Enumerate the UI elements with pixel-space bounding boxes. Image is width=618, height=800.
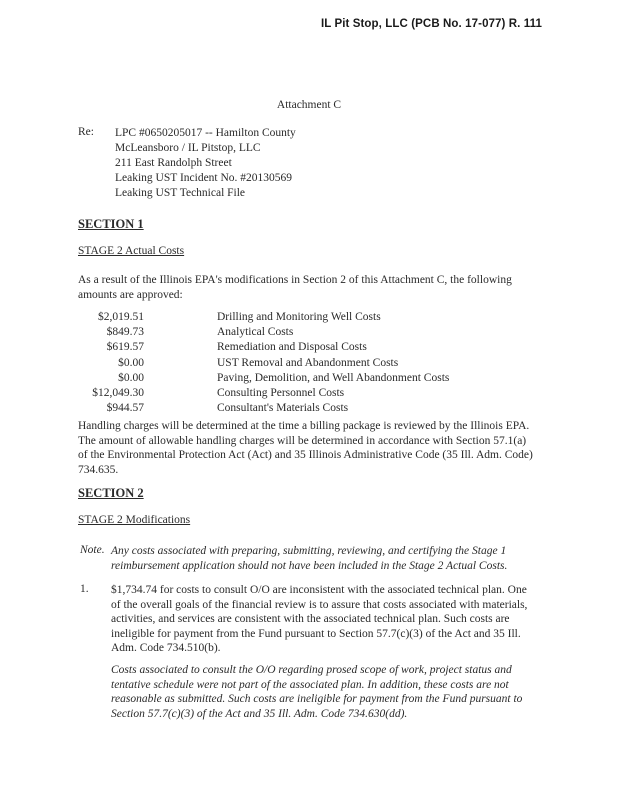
re-line: Leaking UST Technical File	[115, 187, 246, 199]
cost-amount: $12,049.30	[92, 386, 144, 399]
cost-description: Drilling and Monitoring Well Costs	[217, 311, 381, 323]
cost-description: Remediation and Disposal Costs	[217, 341, 367, 354]
re-address-block	[115, 126, 296, 201]
cost-description: UST Removal and Abandonment Costs	[217, 356, 399, 369]
cost-description: Consulting Personnel Costs	[217, 386, 345, 399]
re-line: Leaking UST Incident No. #20130569	[115, 172, 293, 184]
cost-amount: $0.00	[118, 356, 144, 369]
section-1-stage-heading: STAGE 2 Actual Costs	[78, 245, 185, 257]
section-1-heading: SECTION 1	[78, 217, 144, 231]
cost-amount: $619.57	[106, 341, 144, 354]
exhibit-stamp: IL Pit Stop, LLC (PCB No. 17-077) R. 111	[320, 18, 542, 30]
note-label: Note.	[80, 544, 105, 556]
re-line: McLeansboro / IL Pitstop, LLC	[115, 142, 261, 154]
section-2-heading: SECTION 2	[78, 486, 144, 500]
note-text: Any costs associated with preparing, submitting, reviewing, and certifying the Stage 1 reimbursement application should not have been included in the Stage 2 Actual Costs.	[111, 545, 508, 572]
attachment-title: Attachment C	[276, 99, 342, 111]
approved-amounts-intro: As a result of the Illinois EPA's modifications in Section 2 of this Attachment C, the following amounts are approved:	[78, 274, 512, 301]
cost-description: Paving, Demolition, and Well Abandonment Costs	[217, 371, 450, 384]
section-2-stage-heading: STAGE 2 Modifications	[78, 514, 191, 526]
cost-description: Consultant's Materials Costs	[217, 402, 349, 415]
handling-charges-paragraph: Handling charges will be determined at the time a billing package is reviewed by the Illinois EPA. The amount of allowable handling charges will be determined in accordance with Section 57.1(a) of the Environmental Protection Act (Act) and 35 Illinois Administrative Code (35 Ill. Adm. Code) 734.635.	[78, 420, 533, 476]
cost-amount: $2,019.51	[98, 311, 144, 323]
re-line: 211 East Randolph Street	[115, 157, 232, 169]
item-1-note: Costs associated to consult the O/O regarding prosed scope of work, project status and tentative schedule were not part of the associated plan. In addition, these costs are not reasonable as submitted. Such costs are ineligible for payment from the Fund pursuant to Section 57.7(c)(3) of the Act and 35 Ill. Adm. Code 734.630(dd).	[111, 664, 523, 720]
cost-amount: $944.57	[106, 402, 144, 415]
re-label: Re:	[78, 126, 94, 138]
re-line: LPC #0650205017 -- Hamilton County	[115, 127, 296, 139]
item-1-text: $1,734.74 for costs to consult O/O are inconsistent with the associated technical plan. One of the overall goals of the financial review is to assure that costs associated with materials, activities, and services are consistent with the associated technical plan. Such costs are ineligible for payment from the Fund pursuant to Section 57.7(c)(3) of the Act and 35 Ill. Adm. Code 734.510(b).	[111, 584, 528, 655]
item-1-number: 1.	[80, 583, 89, 595]
cost-amount: $0.00	[118, 371, 144, 384]
cost-amount: $849.73	[106, 326, 144, 339]
cost-description: Analytical Costs	[217, 326, 294, 339]
